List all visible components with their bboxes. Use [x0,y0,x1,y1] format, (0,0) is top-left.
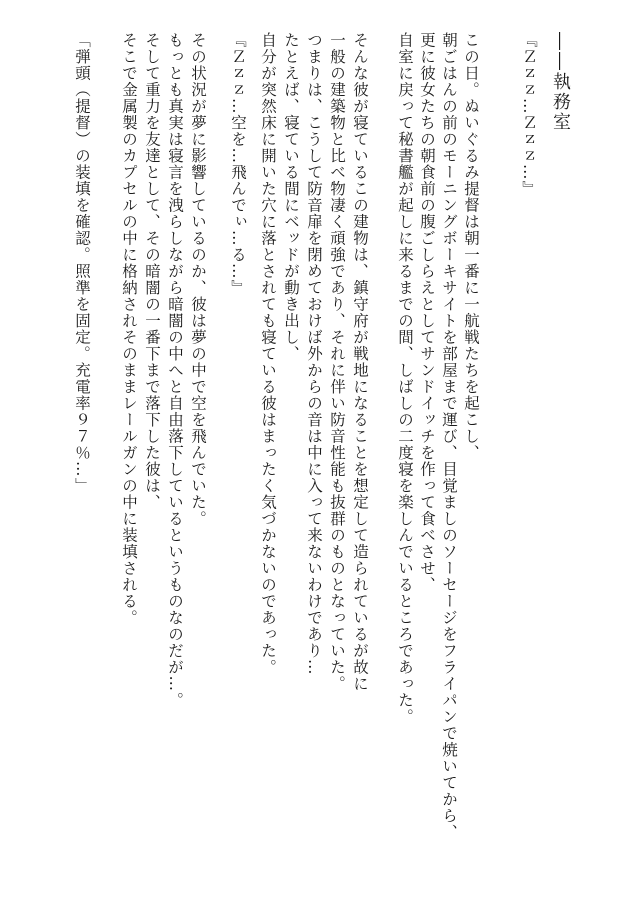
text-line: 更に彼女たちの朝食前の腹ごしらえとしてサンドイッチを作って食べさせ、 [418,32,436,593]
text-line: つまりは、こうして防音扉を閉めておけば外からの音は中に入って来ないわけであり… [305,32,323,676]
dialogue-line: 『Ｚｚｚ…Ｚｚｚ…』 [520,32,538,197]
dialogue-line: 『Ｚｚｚ…空を…飛んでぃ…る…』 [229,32,247,296]
text-line: 自室に戻って秘書艦が起しに来るまでの間、しばしの二度寝を楽しんでいるところであった。 [396,32,414,725]
text-line: 自分が突然床に開いた穴に落とされても寝ている彼はまったく気づかないのであった。 [259,32,277,676]
text-line: 一般の建築物と比べ物凄く頑強であり、それに伴い防音性能も抜群のものとなっていた。 [328,32,346,692]
text-line: この日。ぬいぐるみ提督は朝一番に一航戦たちを起こし、 [462,32,480,461]
text-line: そして重力を友達として、その暗闇の一番下まで落下した彼は、 [143,32,161,511]
text-line: その状況が夢に影響しているのか、彼は夢の中で空を飛んでいた。 [189,32,207,527]
text-line: 朝ごはんの前のモーニングボーキサイトを部屋まで運び、目覚ましのソーセージをフライパンで焼いてから、 [440,32,458,841]
text-line: たとえば、寝ている間にベッドが動き出し、 [282,32,300,362]
text-line: そんな彼が寝ているこの建物は、鎮守府が戦地になることを想定して造られているが故に [351,32,369,692]
dialogue-line: 「弾頭（提督）の装填を確認。照準を固定。充電率９７％…」 [73,32,91,494]
section-heading: ――執務室 [550,32,571,132]
text-line: もっとも真実は寝言を洩らしながら暗闇の中へと自由落下しているというものなのだが…。 [166,32,184,709]
text-line: そこで金属製のカプセルの中に格納されそのままレールガンの中に装填される。 [120,32,138,626]
